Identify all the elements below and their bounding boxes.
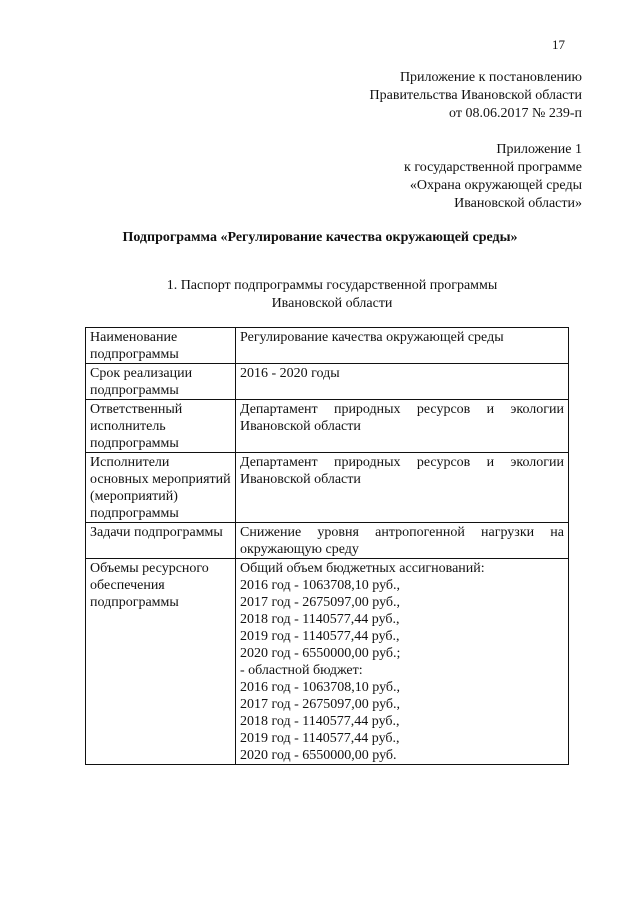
row-value: 2016 - 2020 годы [236,364,569,400]
annex-program-line: Приложение 1 [496,142,582,157]
annex-program-line: «Охрана окружающей среды [409,178,582,193]
section-heading [0,277,640,313]
row-value: Снижение уровня антропогенной нагрузки на окружающую среду [236,523,569,559]
annex-program-line: Ивановской области» [454,196,582,211]
budget-line: 2018 год - 1140577,44 руб., [240,612,400,627]
row-value: Департамент природных ресурсов и экологии Ивановской области [236,400,569,453]
annex-decree-line: Приложение к постановлению [399,70,582,85]
annex-decree-reference [370,69,582,123]
section-heading-line: 1. Паспорт подпрограммы государственной программы [166,278,498,293]
budget-line: 2016 год - 1063708,10 руб., [240,578,401,593]
row-value-list [236,559,569,765]
budget-line: 2018 год - 1140577,44 руб., [240,714,400,729]
row-label: Ответственный исполнитель подпрограммы [86,400,236,453]
budget-line: 2016 год - 1063708,10 руб., [240,680,401,695]
row-label: Срок реализации подпрограммы [86,364,236,400]
table-row [86,453,569,523]
passport-table [85,327,569,765]
page-number: 17 [552,37,565,52]
annex-decree-line: от 08.06.2017 № 239-п [449,106,582,121]
row-label: Объемы ресурсного обеспечения подпрограммы [86,559,236,765]
budget-line: 2020 год - 6550000,00 руб. [240,748,397,763]
table-row [86,523,569,559]
annex-program-line: к государственной программе [404,160,582,175]
subprogram-title: Подпрограмма «Регулирование качества окружающей среды» [122,230,518,245]
annex-program-reference [404,141,582,213]
row-value: Департамент природных ресурсов и экологии Ивановской области [236,453,569,523]
budget-line: 2019 год - 1140577,44 руб., [240,629,400,644]
budget-line: 2019 год - 1140577,44 руб., [240,731,400,746]
table-row [86,400,569,453]
budget-line: - областной бюджет: [240,663,363,678]
row-value: Регулирование качества окружающей среды [236,328,569,364]
row-label: Наименование подпрограммы [86,328,236,364]
table-row [86,328,569,364]
budget-line: 2020 год - 6550000,00 руб.; [240,646,401,661]
table-row [86,559,569,765]
budget-line: Общий объем бюджетных ассигнований: [240,561,485,576]
budget-line: 2017 год - 2675097,00 руб., [240,595,401,610]
row-label: Задачи подпрограммы [86,523,236,559]
annex-decree-line: Правительства Ивановской области [369,88,582,103]
budget-line: 2017 год - 2675097,00 руб., [240,697,401,712]
section-heading-line: Ивановской области [271,296,393,311]
table-row [86,364,569,400]
row-label: Исполнители основных мероприятий (мероприятий) подпрограммы [86,453,236,523]
